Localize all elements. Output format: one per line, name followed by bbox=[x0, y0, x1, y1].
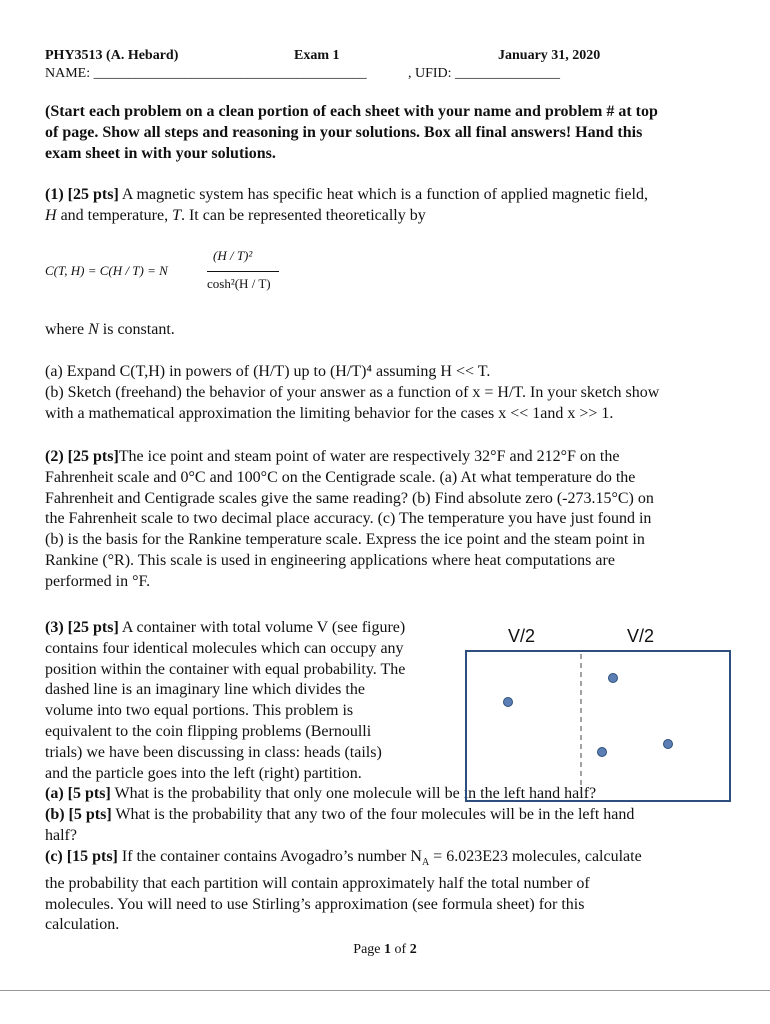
page-number: 1 bbox=[384, 942, 392, 957]
problem-2 bbox=[45, 447, 654, 593]
problem-text: Fahrenheit scale and 0°C and 100°C on the Centigrade scale. (a) At what temperature do the bbox=[45, 468, 636, 486]
problem-text: volume into two equal portions. This problem is bbox=[45, 702, 354, 720]
problem-text: the Fahrenheit scale to two decimal place accuracy. (c) The temperature you have just found in bbox=[45, 510, 652, 528]
problem-3a: What is the probability that only one molecule will be in the left hand half? bbox=[110, 785, 597, 803]
page-bottom-rule bbox=[0, 990, 770, 991]
problem-text: trials) we have been discussing in class: heads (tails) bbox=[45, 743, 382, 761]
course-title: PHY3513 (A. Hebard) bbox=[45, 48, 179, 63]
left-half-label: V/2 bbox=[508, 626, 536, 646]
problem-3c: If the container contains Avogadro’s number N bbox=[117, 847, 422, 865]
exam-date: January 31, 2020 bbox=[498, 48, 601, 63]
problem-text: the probability that each partition will contain approximately half the total number of bbox=[45, 874, 590, 892]
problem-text: (b) is the basis for the Rankine temperature scale. Express the ice point and the steam point in bbox=[45, 531, 645, 549]
problem-text: Rankine (°R). This scale is used in engineering applications where heat computations are bbox=[45, 551, 615, 569]
problem-text: performed in °F. bbox=[45, 572, 151, 590]
problem-text: A magnetic system has specific heat which is a function of applied magnetic field, bbox=[118, 186, 648, 203]
problem-text: H bbox=[45, 206, 57, 224]
problem-text: T bbox=[172, 206, 181, 224]
container-box bbox=[466, 651, 730, 801]
specific-heat-equation bbox=[45, 248, 305, 298]
page-footer bbox=[0, 942, 770, 958]
name-field-label: NAME: _______________________________________ bbox=[45, 66, 367, 81]
container-figure bbox=[460, 620, 735, 805]
problem-text: The ice point and steam point of water are respectively 32°F and 212°F on the bbox=[118, 448, 620, 465]
instructions-line: exam sheet in with your solutions. bbox=[45, 144, 276, 162]
problem-text: and temperature, bbox=[56, 206, 173, 224]
problem-1a: (a) Expand C(T,H) in powers of (H/T) up to (H/T)⁴ assuming H << T. bbox=[45, 363, 491, 380]
problem-text: where bbox=[45, 321, 89, 338]
molecule bbox=[664, 740, 673, 749]
molecule bbox=[609, 674, 618, 683]
problem-text: equivalent to the coin flipping problems (Bernoulli bbox=[45, 722, 372, 740]
footer-text: Page bbox=[353, 942, 385, 957]
right-half-label: V/2 bbox=[627, 626, 655, 646]
problem-text: . It can be represented theoretically by bbox=[180, 206, 426, 224]
problem-3-label: (3) [25 pts] bbox=[45, 619, 119, 636]
equation-lhs: C(T, H) = C(H / T) = N bbox=[45, 263, 168, 278]
problem-1-parts bbox=[45, 362, 659, 424]
equation-numerator: (H / T)² bbox=[213, 248, 253, 263]
footer-text: of bbox=[391, 942, 410, 957]
problem-text: contains four identical molecules which can occupy any bbox=[45, 639, 404, 657]
subscript-a: A bbox=[421, 856, 430, 868]
equation-denominator: cosh²(H / T) bbox=[207, 276, 271, 291]
problem-3a-label: (a) [5 pts] bbox=[45, 785, 111, 803]
problem-text: A container with total volume V (see figure) bbox=[118, 619, 406, 636]
problem-1b: (b) Sketch (freehand) the behavior of your answer as a function of x = H/T. In your sketch show bbox=[45, 383, 660, 401]
problem-text: dashed line is an imaginary line which divides the bbox=[45, 681, 365, 699]
problem-1-where bbox=[45, 320, 175, 341]
problem-text: position within the container with equal probability. The bbox=[45, 660, 406, 678]
problem-1-intro bbox=[45, 185, 648, 227]
problem-1-label: (1) [25 pts] bbox=[45, 186, 119, 203]
page-total: 2 bbox=[409, 942, 417, 957]
problem-3c: = 6.023E23 molecules, calculate bbox=[429, 847, 642, 865]
problem-2-label: (2) [25 pts] bbox=[45, 448, 119, 465]
problem-3c-label: (c) [15 pts] bbox=[45, 847, 118, 865]
instructions-line: (Start each problem on a clean portion of each sheet with your name and problem # at top bbox=[45, 103, 658, 120]
problem-text: and the particle goes into the left (right) partition. bbox=[45, 764, 362, 782]
problem-3b-cont: half? bbox=[45, 826, 77, 844]
problem-text: calculation. bbox=[45, 916, 120, 934]
problem-text: is constant. bbox=[98, 321, 175, 338]
problem-3b: What is the probability that any two of the four molecules will be in the left hand bbox=[111, 806, 635, 824]
instructions bbox=[45, 102, 658, 164]
problem-3b-label: (b) [5 pts] bbox=[45, 806, 112, 824]
exam-title: Exam 1 bbox=[294, 48, 340, 63]
problem-1b-cont: with a mathematical approximation the limiting behavior for the cases x << 1and x >> 1. bbox=[45, 404, 614, 422]
problem-text: N bbox=[88, 321, 99, 338]
problem-text: molecules. You will need to use Stirling’s approximation (see formula sheet) for this bbox=[45, 895, 585, 913]
ufid-field-label: , UFID: _______________ bbox=[408, 66, 561, 81]
instructions-line: of page. Show all steps and reasoning in your solutions. Box all final answers! Hand this bbox=[45, 123, 643, 141]
fraction-bar bbox=[207, 271, 279, 272]
problem-text: Fahrenheit and Centigrade scales give the same reading? (b) Find absolute zero (-273.15°C) on bbox=[45, 489, 654, 507]
molecule bbox=[504, 698, 513, 707]
molecule bbox=[598, 748, 607, 757]
